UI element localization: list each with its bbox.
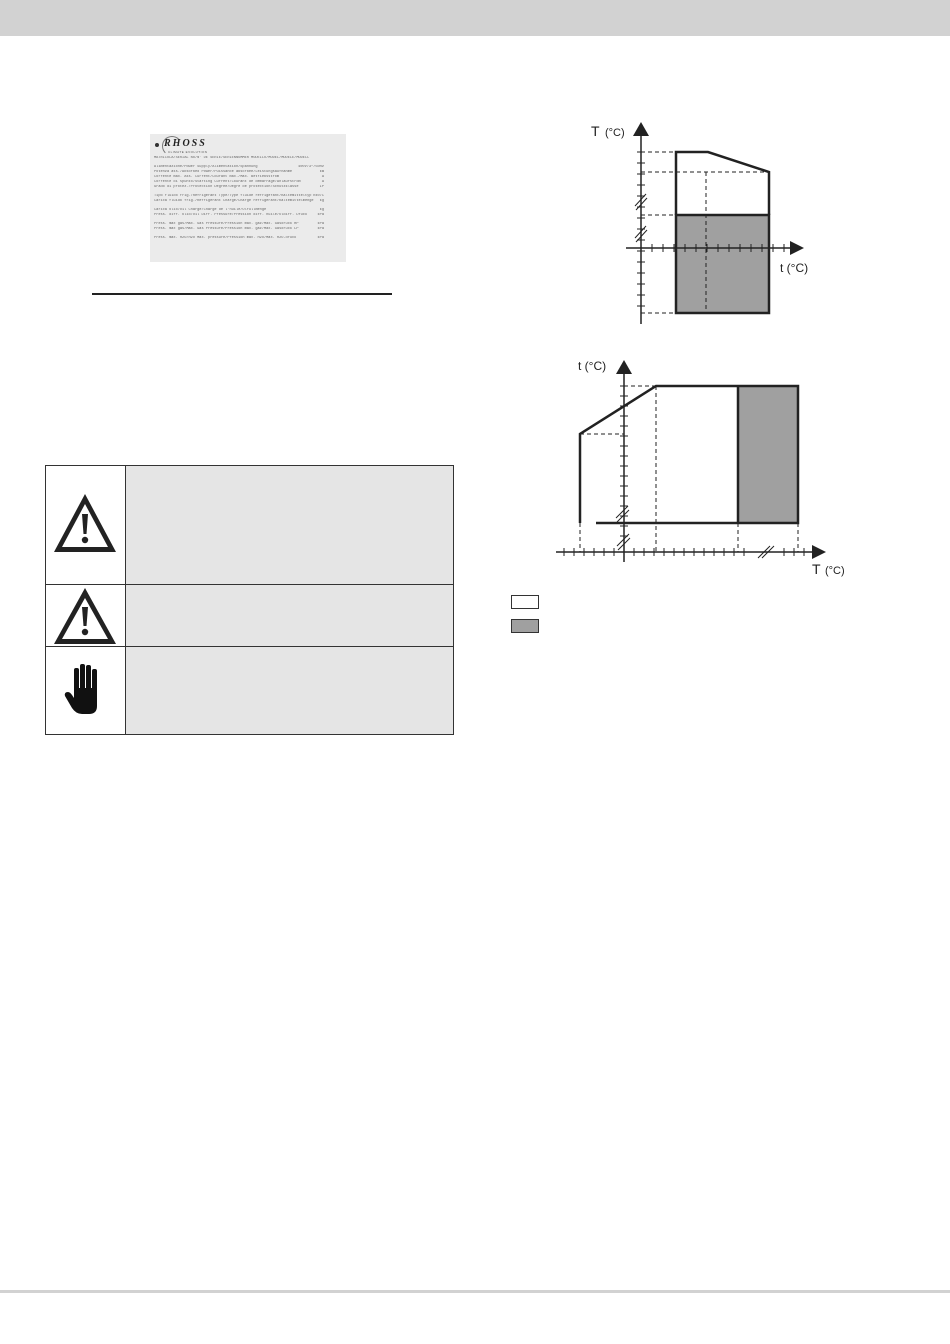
nameplate-line [154,227,344,231]
warning-row-3 [46,647,453,734]
nameplate-line-value: kW [319,170,324,174]
x-axis-arrow-icon [790,241,804,255]
nameplate-line-text: Press. max. H2O/H2O Max. pressure/Pression max. H2O/Max. H2O-druck [154,236,297,240]
warning-row-1-text [126,466,453,584]
nameplate-line-value: kPa [317,227,324,231]
nameplate-line-value: A [321,175,324,179]
nameplate-line [154,170,344,174]
nameplate-line [154,156,344,160]
nameplate-line [154,194,344,198]
bullet-icon [155,143,159,147]
stop-hand-icon [62,662,106,716]
nameplate-line-value: 400V/3~/50Hz [298,165,324,169]
nameplate-line-text: Alimentazione/Power Supply/Alimentation/Spannung [154,165,258,169]
legend-swatch-gray [511,619,539,633]
brand-subtitle: CLIMATE EVOLUTION [168,150,208,154]
nameplate-line-value: A [321,180,324,184]
y-axis-arrow-icon [616,360,632,374]
footer-rule [0,1290,950,1293]
nameplate-line [154,185,344,189]
nameplate-line-text: Tipo fluido frig./Refrigerant Type/Type fluide refrigerant/Kältemitteltyp [154,194,312,198]
region-gray [676,215,769,313]
nameplate-line-value: kg [319,199,324,203]
nameplate-line-value: IP [319,185,324,189]
y-axis-arrow-icon [633,122,649,136]
chart-operating-limits-2 [550,350,870,580]
warning-row-3-text [126,647,453,734]
y-axis-label: T [591,123,600,139]
warning-triangle-icon [52,586,118,646]
warning-row-2-text [126,585,453,646]
legend-swatch-white [511,595,539,609]
region-gray [738,386,798,523]
nameplate-line-text: Carica fluido frig./Refrigerant Charge/Charge refrigerant/Kältemittelmenge [154,199,314,203]
rating-nameplate [150,134,346,262]
nameplate-line-text: Potenza ass./Absorbed Power/Puissance absorbée/Leistungsaufnahme [154,170,293,174]
header-bar [0,0,950,36]
y-axis-unit: (°C) [605,127,625,139]
nameplate-line-value: kg [319,208,324,212]
nameplate-line [154,236,344,240]
nameplate-line [154,213,344,217]
nameplate-line-value: kPa [317,222,324,226]
nameplate-line-text: Corrente max. Ass. Current/Courant max./Max. Betriebsstrom [154,175,280,179]
warning-triangle-icon [52,492,118,556]
nameplate-line [154,208,344,212]
nameplate-line-value: kPa [317,213,324,217]
section-rule [92,293,392,295]
x-axis-label: t (°C) [780,261,809,275]
brand-logo: RHOSS [164,138,207,149]
chart-operating-limits-1 [560,110,830,330]
nameplate-line-text: Corrente di spunto/Starting Current/Courant de demarrage/Anlaufstrom [154,180,301,184]
x-axis-arrow-icon [812,545,826,559]
nameplate-line-text: MATRICOLA/SERIAL No/N° DE SERIE/SERIENNUMMER MODELLO/MODEL/MODELE/MODELL [154,156,310,160]
nameplate-line-value: R407C [313,194,324,198]
warning-table [45,465,454,735]
nameplate-line [154,222,344,226]
nameplate-line-text: Press. diff. olio/Oil Diff. Pressure/Pression diff. huile/Öldiff. Druck [154,213,308,217]
nameplate-line-text: Press. max gas/Max. Gas Pressure/Pression max. gaz/Max. Gasdruck LP [154,227,299,231]
x-axis-label: T [812,561,821,577]
y-axis-label: t (°C) [578,359,607,373]
nameplate-line-value: kPa [317,236,324,240]
limit-curve [676,152,769,215]
nameplate-line [154,180,344,184]
nameplate-line [154,175,344,179]
nameplate-line-text: Grado di protez./Protection Degree/Degré de protection/Schutzklasse [154,185,299,189]
nameplate-line-text: Press. max gas/Max. Gas Pressure/Pression max. gaz/Max. Gasdruck HP [154,222,299,226]
x-axis-unit: (°C) [825,565,845,577]
nameplate-line-text: Carica olio/Oil Charge/Charge de l'huile/Ölfüllmenge [154,208,267,212]
nameplate-line [154,165,344,169]
nameplate-line [154,199,344,203]
